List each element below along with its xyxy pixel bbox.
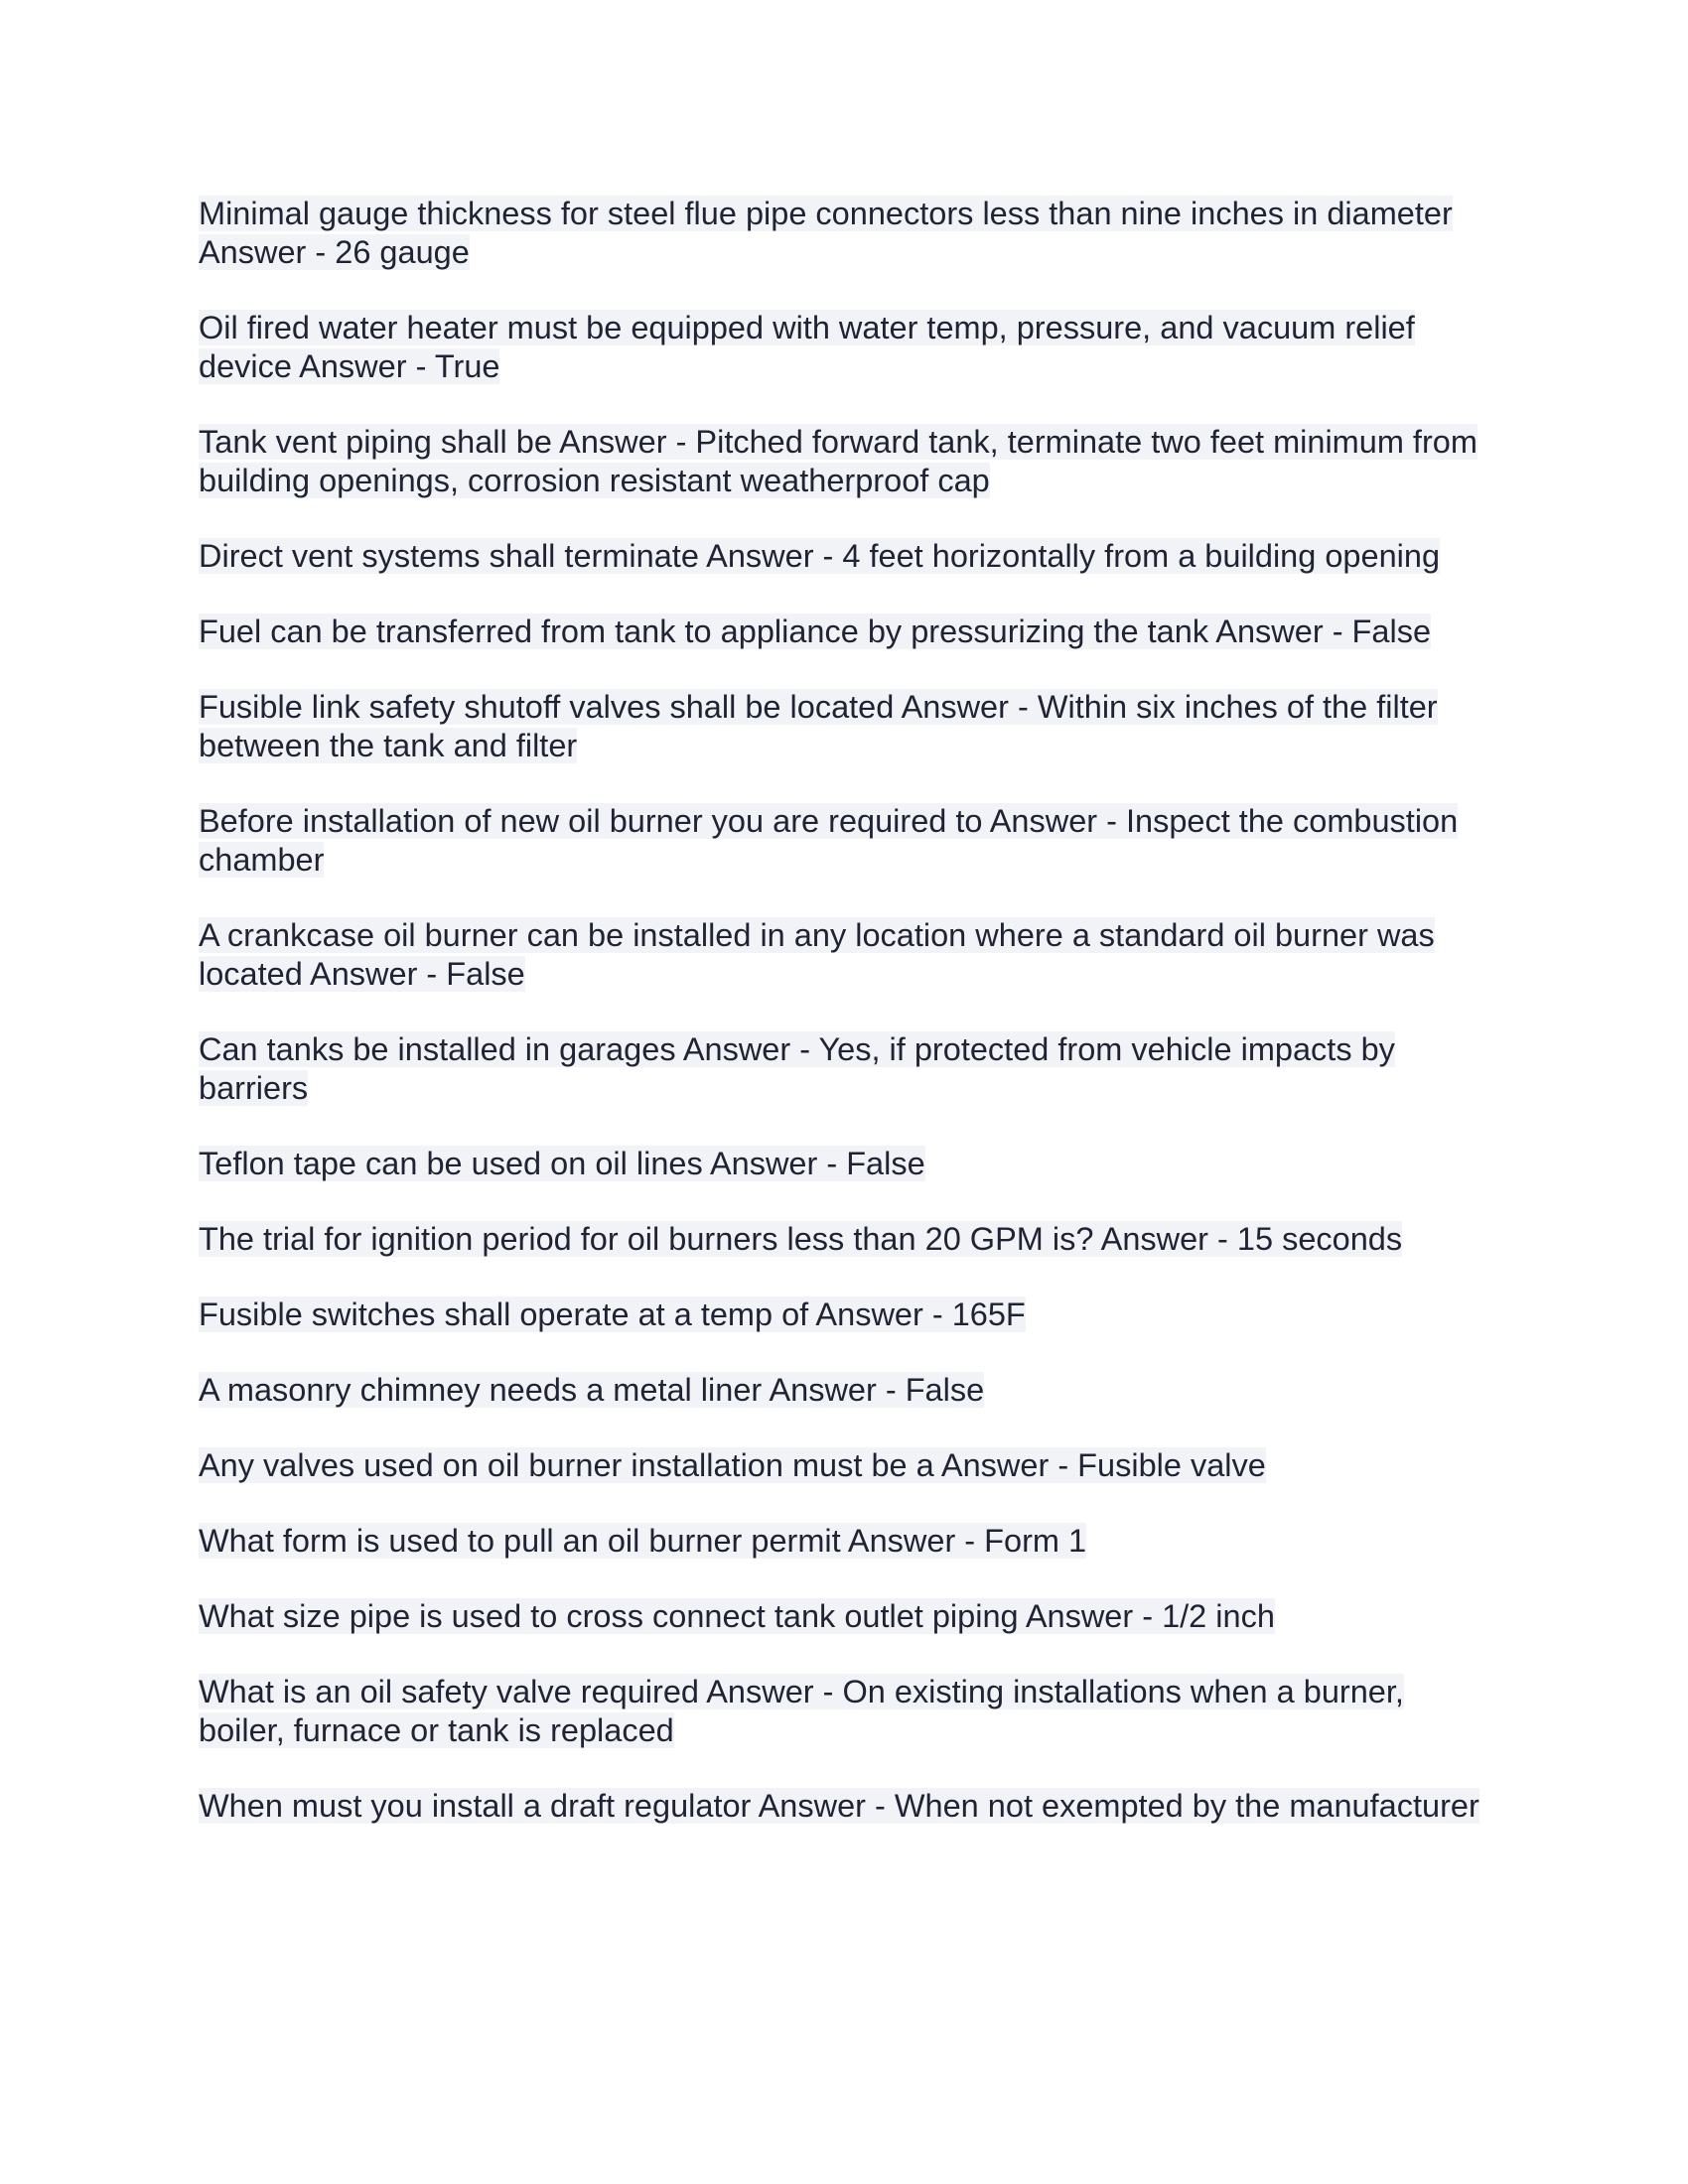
qa-text: Fusible link safety shutoff valves shall be located Answer - Within six inches of the filter between the tank and filter: [199, 689, 1438, 763]
qa-item: [199, 423, 1489, 500]
qa-text: Minimal gauge thickness for steel flue pipe connectors less than nine inches in diameter Answer - 26 gauge: [199, 196, 1453, 270]
qa-item: [199, 613, 1489, 651]
qa-item: [199, 1787, 1489, 1826]
qa-text: Fusible switches shall operate at a temp of Answer - 165F: [199, 1297, 1026, 1332]
qa-item: [199, 1597, 1489, 1636]
qa-item: [199, 537, 1489, 576]
qa-text: Tank vent piping shall be Answer - Pitched forward tank, terminate two feet minimum from building openings, corrosion resistant weatherproof cap: [199, 424, 1477, 498]
qa-text: The trial for ignition period for oil burners less than 20 GPM is? Answer - 15 seconds: [199, 1221, 1403, 1257]
qa-item: [199, 1296, 1489, 1334]
qa-item: [199, 916, 1489, 994]
qa-text: Oil fired water heater must be equipped with water temp, pressure, and vacuum relief device Answer - True: [199, 310, 1415, 384]
qa-item: [199, 195, 1489, 272]
qa-item: [199, 1446, 1489, 1485]
qa-item: [199, 1522, 1489, 1561]
qa-text: A crankcase oil burner can be installed in any location where a standard oil burner was located Answer - False: [199, 917, 1435, 992]
qa-item: [199, 802, 1489, 880]
qa-text: Fuel can be transferred from tank to appliance by pressurizing the tank Answer - False: [199, 614, 1432, 649]
qa-item: [199, 1145, 1489, 1183]
qa-text: Direct vent systems shall terminate Answer - 4 feet horizontally from a building opening: [199, 538, 1441, 574]
qa-text: A masonry chimney needs a metal liner Answer - False: [199, 1372, 985, 1408]
qa-text: When must you install a draft regulator Answer - When not exempted by the manufacturer: [199, 1788, 1479, 1824]
qa-text: What form is used to pull an oil burner permit Answer - Form 1: [199, 1523, 1087, 1559]
qa-item: [199, 688, 1489, 765]
qa-text: Any valves used on oil burner installation must be a Answer - Fusible valve: [199, 1447, 1266, 1483]
qa-text: What size pipe is used to cross connect tank outlet piping Answer - 1/2 inch: [199, 1598, 1275, 1634]
qa-item: [199, 1220, 1489, 1259]
qa-item: [199, 1371, 1489, 1410]
qa-item: [199, 1030, 1489, 1108]
qa-text: Can tanks be installed in garages Answer - Yes, if protected from vehicle impacts by barriers: [199, 1031, 1395, 1106]
qa-text: What is an oil safety valve required Answer - On existing installations when a burner, boiler, furnace or tank is replaced: [199, 1674, 1404, 1748]
qa-item: [199, 309, 1489, 386]
qa-list: [199, 195, 1489, 1862]
qa-item: [199, 1673, 1489, 1750]
qa-text: Teflon tape can be used on oil lines Answer - False: [199, 1146, 925, 1181]
qa-text: Before installation of new oil burner you are required to Answer - Inspect the combustion chamber: [199, 803, 1459, 878]
